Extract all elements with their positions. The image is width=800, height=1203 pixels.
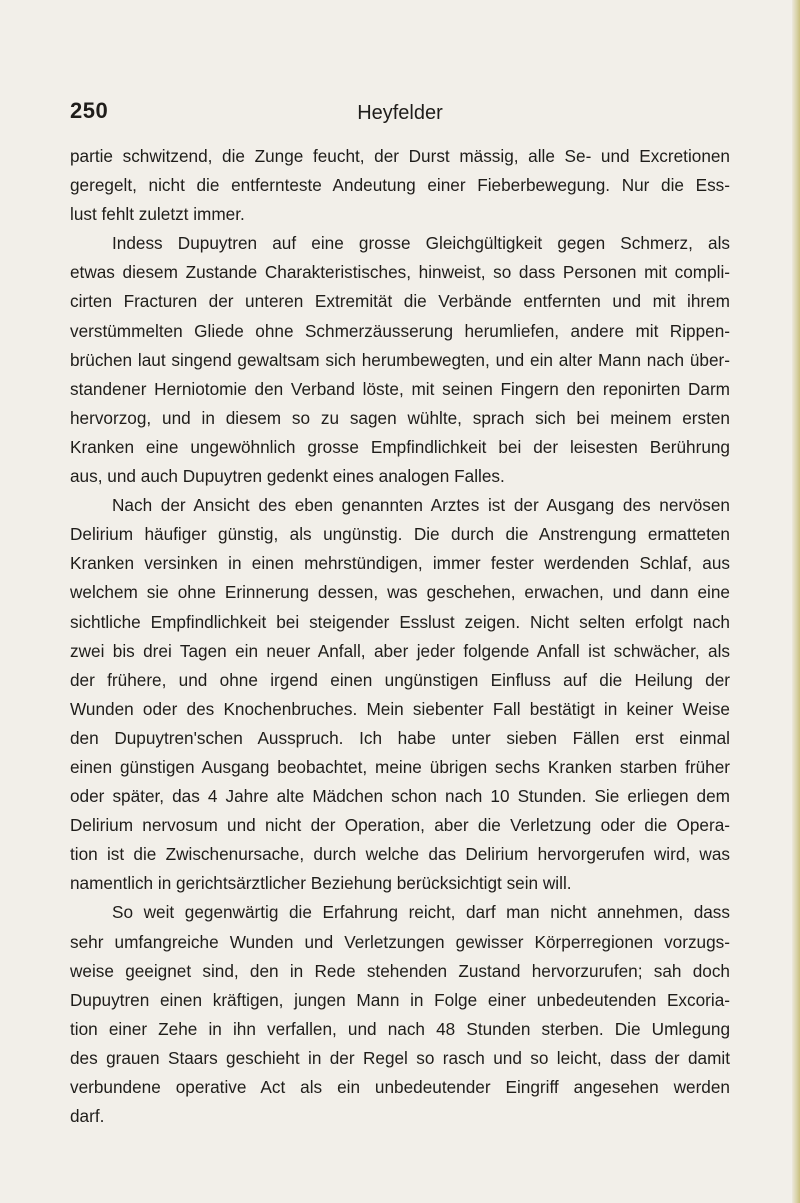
- text-line: verstümmelten Gliede ohne Schmerzäusserung herumliefen, andere mit Rippen-: [70, 320, 730, 341]
- text-line: Wunden oder des Knochenbruches. Mein siebenter Fall bestätigt in keiner Weise: [70, 698, 730, 719]
- page-edge-shadow: [792, 0, 800, 1203]
- text-line: einen günstigen Ausgang beobachtet, meine übrigen sechs Kranken starben früher: [70, 756, 730, 777]
- text-line: oder später, das 4 Jahre alte Mädchen schon nach 10 Stunden. Sie erliegen dem: [70, 786, 730, 807]
- text-line: tion einer Zehe in ihn verfallen, und nach 48 Stunden sterben. Die Umlegung: [70, 1018, 730, 1039]
- text-line: So weit gegenwärtig die Erfahrung reicht, darf man nicht annehmen, dass: [112, 902, 730, 923]
- text-line: brüchen laut singend gewaltsam sich herumbewegten, und ein alter Mann nach über-: [70, 349, 730, 370]
- text-line: lust fehlt zuletzt immer.: [70, 204, 245, 225]
- page-header: [70, 98, 730, 128]
- text-line: hervorzog, und in diesem so zu sagen wühlte, sprach sich bei meinem ersten: [70, 407, 730, 428]
- text-line: zwei bis drei Tagen ein neuer Anfall, aber jeder folgende Anfall ist schwächer, als: [70, 640, 730, 661]
- text-line: cirten Fracturen der unteren Extremität die Verbände entfernten und mit ihrem: [70, 291, 730, 312]
- text-line: der frühere, und ohne irgend einen ungünstigen Einfluss auf die Heilung der: [70, 669, 730, 690]
- body-text: [70, 142, 730, 1131]
- text-line: welchem sie ohne Erinnerung dessen, was geschehen, erwachen, und dann eine: [70, 582, 730, 603]
- text-line: den Dupuytren'schen Ausspruch. Ich habe unter sieben Fällen erst einmal: [70, 727, 730, 748]
- text-line: sehr umfangreiche Wunden und Verletzungen gewisser Körperregionen vorzugs-: [70, 931, 730, 952]
- text-line: Kranken eine ungewöhnlich grosse Empfindlichkeit bei der leisesten Berührung: [70, 436, 730, 457]
- text-line: Dupuytren einen kräftigen, jungen Mann in Folge einer unbedeutenden Excoria-: [70, 989, 730, 1010]
- text-line: standener Herniotomie den Verband löste, mit seinen Fingern den reponirten Darm: [70, 378, 730, 399]
- text-line: darf.: [70, 1106, 105, 1127]
- text-line: Delirium nervosum und nicht der Operation, aber die Verletzung oder die Opera-: [70, 815, 730, 836]
- text-line: geregelt, nicht die entfernteste Andeutung einer Fieberbewegung. Nur die Ess-: [70, 175, 730, 196]
- text-line: Nach der Ansicht des eben genannten Arztes ist der Ausgang des nervösen: [112, 495, 730, 516]
- text-line: des grauen Staars geschieht in der Regel so rasch und so leicht, dass der damit: [70, 1047, 730, 1068]
- text-line: namentlich in gerichtsärztlicher Beziehung berücksichtigt sein will.: [70, 873, 572, 894]
- text-line: partie schwitzend, die Zunge feucht, der Durst mässig, alle Se- und Excretionen: [70, 146, 730, 166]
- text-line: Indess Dupuytren auf eine grosse Gleichgültigkeit gegen Schmerz, als: [112, 233, 730, 254]
- text-line: sichtliche Empfindlichkeit bei steigender Esslust zeigen. Nicht selten erfolgt nach: [70, 611, 730, 632]
- text-line: aus, und auch Dupuytren gedenkt eines analogen Falles.: [70, 466, 505, 487]
- running-title: Heyfelder: [357, 102, 443, 124]
- text-line: tion ist die Zwischenursache, durch welche das Delirium hervorgerufen wird, was: [70, 844, 730, 865]
- text-line: verbundene operative Act als ein unbedeutender Eingriff angesehen werden: [70, 1077, 730, 1097]
- text-line: Kranken versinken in einen mehrstündigen, immer fester werdenden Schlaf, aus: [70, 553, 730, 574]
- text-line: etwas diesem Zustande Charakteristisches, hinweist, so dass Personen mit compli-: [70, 262, 730, 283]
- page-number: 250: [70, 98, 109, 123]
- text-line: Delirium häufiger günstig, als ungünstig. Die durch die Anstrengung ermatteten: [70, 524, 730, 545]
- text-line: weise geeignet sind, den in Rede stehenden Zustand hervorzurufen; sah doch: [70, 960, 730, 981]
